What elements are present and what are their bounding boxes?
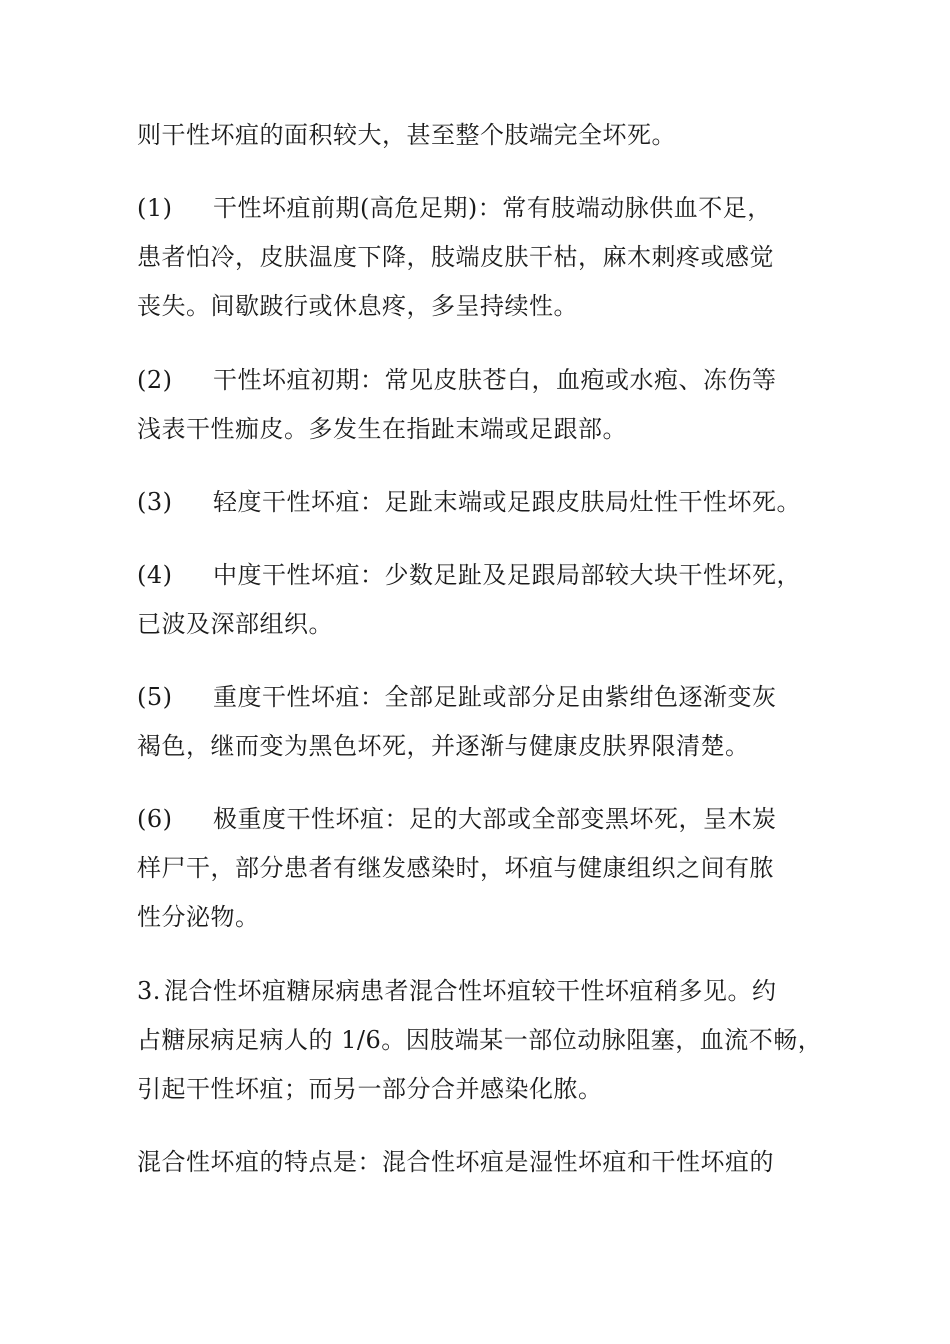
item-number: (3) <box>137 488 173 516</box>
paragraph-line: 丧失。间歇跛行或休息疼，多呈持续性。 <box>137 292 578 320</box>
paragraph-line: 浅表干性痂皮。多发生在指趾末端或足跟部。 <box>137 415 627 443</box>
paragraph-line: (3) 轻度干性坏疽：足趾末端或足跟皮肤局灶性干性坏死。 <box>137 488 801 516</box>
item-number: (5) <box>137 683 173 711</box>
paragraph-line: 混合性坏疽的特点是：混合性坏疽是湿性坏疽和干性坏疽的 <box>137 1148 774 1176</box>
item-number: (1) <box>137 194 173 222</box>
paragraph-line: 样尸干，部分患者有继发感染时，坏疽与健康组织之间有脓 <box>137 854 774 882</box>
paragraph-line: (5) 重度干性坏疽：全部足趾或部分足由紫绀色逐渐变灰 <box>137 683 777 711</box>
paragraph-line: (2) 干性坏疽初期：常见皮肤苍白，血疱或水疱、冻伤等 <box>137 366 777 394</box>
paragraph-line: (1) 干性坏疽前期(高危足期)：常有肢端动脉供血不足， <box>137 194 772 222</box>
paragraph-line: 性分泌物。 <box>137 903 260 931</box>
item-number: (2) <box>137 366 173 394</box>
item-number: 3. <box>137 977 161 1005</box>
item-number: (6) <box>137 805 173 833</box>
paragraph-line: 已波及深部组织。 <box>137 610 333 638</box>
paragraph-line: 占糖尿病足病人的 1/6。因肢端某一部位动脉阻塞，血流不畅， <box>137 1026 823 1054</box>
paragraph-line: (4) 中度干性坏疽：少数足趾及足跟局部较大块干性坏死， <box>137 561 801 589</box>
paragraph-line: 3. 混合性坏疽糖尿病患者混合性坏疽较干性坏疽稍多见。约 <box>137 977 777 1005</box>
paragraph-line: (6) 极重度干性坏疽：足的大部或全部变黑坏死，呈木炭 <box>137 805 777 833</box>
item-number: (4) <box>137 561 173 589</box>
paragraph-line: 则干性坏疽的面积较大，甚至整个肢端完全坏死。 <box>137 121 676 149</box>
paragraph-line: 患者怕冷，皮肤温度下降，肢端皮肤干枯，麻木刺疼或感觉 <box>137 243 774 271</box>
paragraph-line: 褐色，继而变为黑色坏死，并逐渐与健康皮肤界限清楚。 <box>137 732 750 760</box>
paragraph-line: 引起干性坏疽；而另一部分合并感染化脓。 <box>137 1075 603 1103</box>
